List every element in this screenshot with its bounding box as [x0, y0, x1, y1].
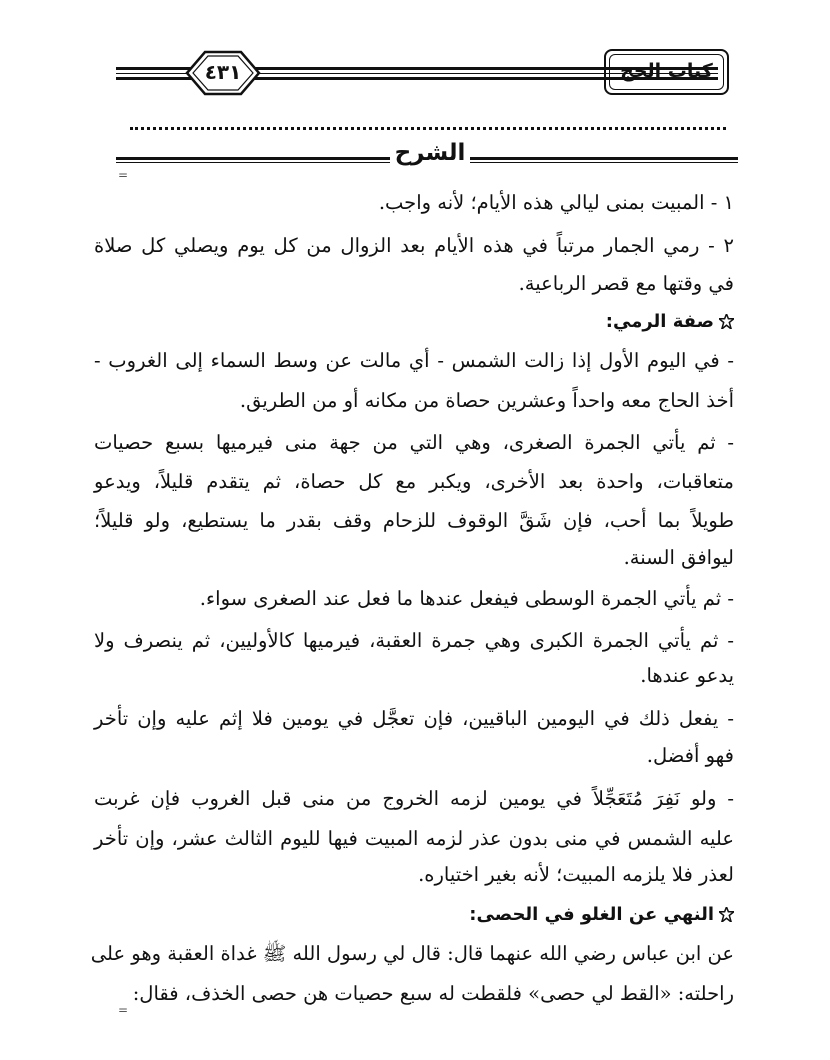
subheading — [94, 306, 734, 337]
text-line: راحلته: «القط لي حصى» فلقطت له سبع حصيات هن حصى الخذف، فقال: — [132, 982, 734, 1005]
text-line: أخذ الحاج معه واحداً وعشرين حصاة من مكانه أو من الطريق. — [239, 389, 734, 412]
text-line: - في اليوم الأول إذا زالت الشمس - أي مالت عن وسط السماء إلى الغروب - — [94, 349, 734, 372]
octagram-ornament-icon — [719, 314, 734, 329]
text-line: - ثم يأتي الجمرة الصغرى، وهي التي من جهة منى فيرميها بسبع حصيات — [94, 431, 734, 454]
text-line: يدعو عندها. — [640, 664, 734, 687]
page-number-badge — [185, 50, 261, 96]
subheading-text: النهي عن الغلو في الحصى: — [469, 904, 714, 925]
margin-mark: = — [118, 168, 129, 182]
octagram-ornament-icon — [719, 907, 734, 922]
section-title: الشرح — [394, 140, 466, 166]
book-title: كتاب الحج — [620, 60, 713, 82]
text-line: - ولو نَفِرَ مُتَعَجِّلاً في يومين لزمه الخروج من منى قبل الغروب فإن غربت — [94, 787, 734, 810]
section-rule-right — [470, 157, 738, 164]
subheading-text: صفة الرمي: — [605, 311, 714, 332]
text-line: - يفعل ذلك في اليومين الباقيين، فإن تعجَّل في يومين فلا إثم عليه وإن تأخر — [94, 707, 734, 730]
text-line: ١ - المبيت بمنى ليالي هذه الأيام؛ لأنه واجب. — [378, 191, 734, 214]
text-line: عن ابن عباس رضي الله عنهما قال: قال لي رسول الله ﷺ غداة العقبة وهو على — [90, 942, 734, 965]
subheading — [94, 899, 734, 930]
text-line: عليه الشمس في منى بدون عذر لزمه المبيت فيها لليوم الثالث عشر، وإن تأخر — [94, 827, 734, 850]
text-line: - ثم يأتي الجمرة الوسطى فيفعل عندها ما فعل عند الصغرى سواء. — [199, 587, 734, 610]
margin-mark: = — [118, 1003, 129, 1017]
section-rule-left — [116, 157, 390, 164]
text-line: - ثم يأتي الجمرة الكبرى وهي جمرة العقبة، فيرميها كالأوليين، ثم ينصرف ولا — [94, 629, 734, 652]
text-line: ٢ - رمي الجمار مرتباً في هذه الأيام بعد الزوال من كل يوم ويصلي كل صلاة — [94, 234, 734, 257]
text-line: ليوافق السنة. — [623, 546, 734, 569]
text-line: في وقتها مع قصر الرباعية. — [518, 272, 734, 295]
text-line: فهو أفضل. — [646, 744, 734, 767]
page-number: ٤٣١ — [204, 60, 242, 84]
text-line: طويلاً بما أحب، فإن شَقَّ الوقوف للزحام وقف بقدر ما يستطيع، ولو قليلاً؛ — [94, 509, 734, 532]
text-line: متعاقبات، واحدة بعد الأخرى، ويكبر مع كل حصاة، ثم يتقدم قليلاً، ويدعو — [94, 470, 734, 493]
text-line: لعذر فلا يلزمه المبيت؛ لأنه بغير اختياره. — [418, 863, 734, 886]
dotted-divider — [130, 127, 726, 130]
book-title-frame — [604, 49, 729, 95]
